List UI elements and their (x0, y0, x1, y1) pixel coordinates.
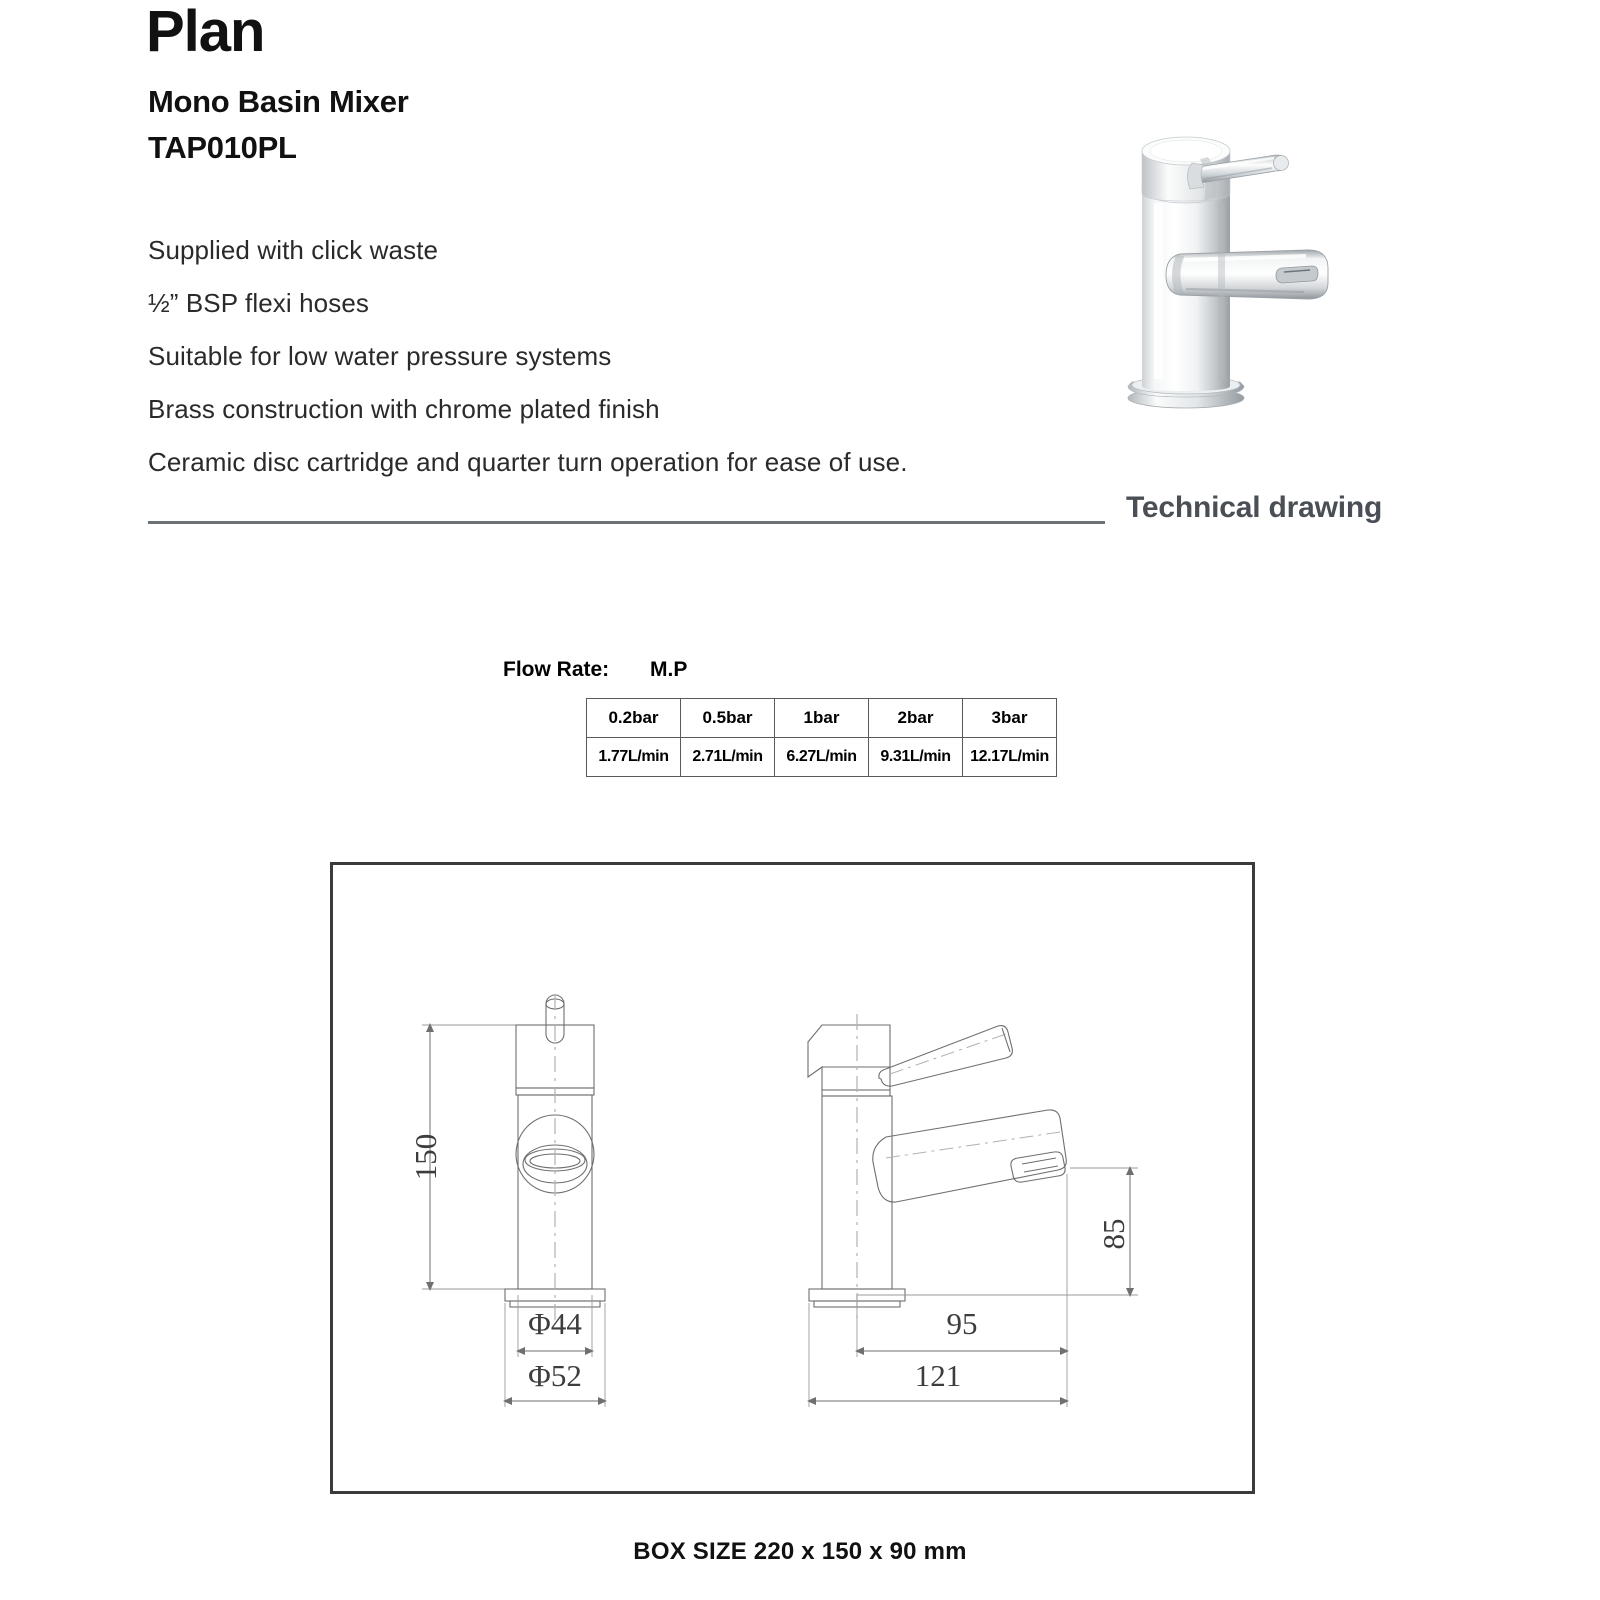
dimension-label-base-diameter: Φ52 (528, 1358, 582, 1393)
feature-item: Suitable for low water pressure systems (148, 341, 612, 371)
technical-drawing-label: Technical drawing (1126, 491, 1383, 524)
table-cell-rate: 1.77L/min (587, 738, 681, 777)
product-photo (1080, 105, 1350, 415)
box-size-label: BOX SIZE 220 x 150 x 90 mm (633, 1538, 967, 1565)
table-cell-pressure: 3bar (963, 699, 1057, 738)
feature-item: Supplied with click waste (148, 235, 439, 265)
technical-drawing (330, 862, 1255, 1494)
feature-list (148, 237, 1108, 502)
product-code: TAP010PL (148, 130, 297, 165)
dimension-label-spout-reach: 95 (946, 1306, 978, 1341)
table-cell-pressure: 2bar (869, 699, 963, 738)
feature-item: Ceramic disc cartridge and quarter turn operation for ease of use. (148, 447, 908, 477)
brand-title: Plan (146, 0, 265, 64)
flow-rate-type: M.P (650, 658, 688, 681)
table-cell-rate: 9.31L/min (869, 738, 963, 777)
table-cell-pressure: 1bar (775, 699, 869, 738)
dimension-label-spout-height: 85 (1096, 1218, 1131, 1250)
flow-rate-table (586, 698, 1057, 777)
table-cell-pressure: 0.2bar (587, 699, 681, 738)
feature-item: Brass construction with chrome plated finish (148, 394, 660, 424)
product-name: Mono Basin Mixer (148, 84, 409, 119)
dimension-label-body-diameter: Φ44 (528, 1306, 582, 1341)
table-cell-rate: 2.71L/min (681, 738, 775, 777)
table-row-pressures (587, 699, 1057, 738)
table-row-rates (587, 738, 1057, 777)
feature-item: ½” BSP flexi hoses (148, 288, 369, 318)
dimension-label-overall-depth: 121 (914, 1358, 962, 1393)
table-cell-rate: 6.27L/min (775, 738, 869, 777)
flow-rate-label: Flow Rate: (503, 658, 610, 681)
header-divider (148, 521, 1105, 524)
dimension-label-height: 150 (408, 1133, 443, 1181)
table-cell-pressure: 0.5bar (681, 699, 775, 738)
table-cell-rate: 12.17L/min (963, 738, 1057, 777)
tap-photo-illustration (1080, 105, 1350, 415)
